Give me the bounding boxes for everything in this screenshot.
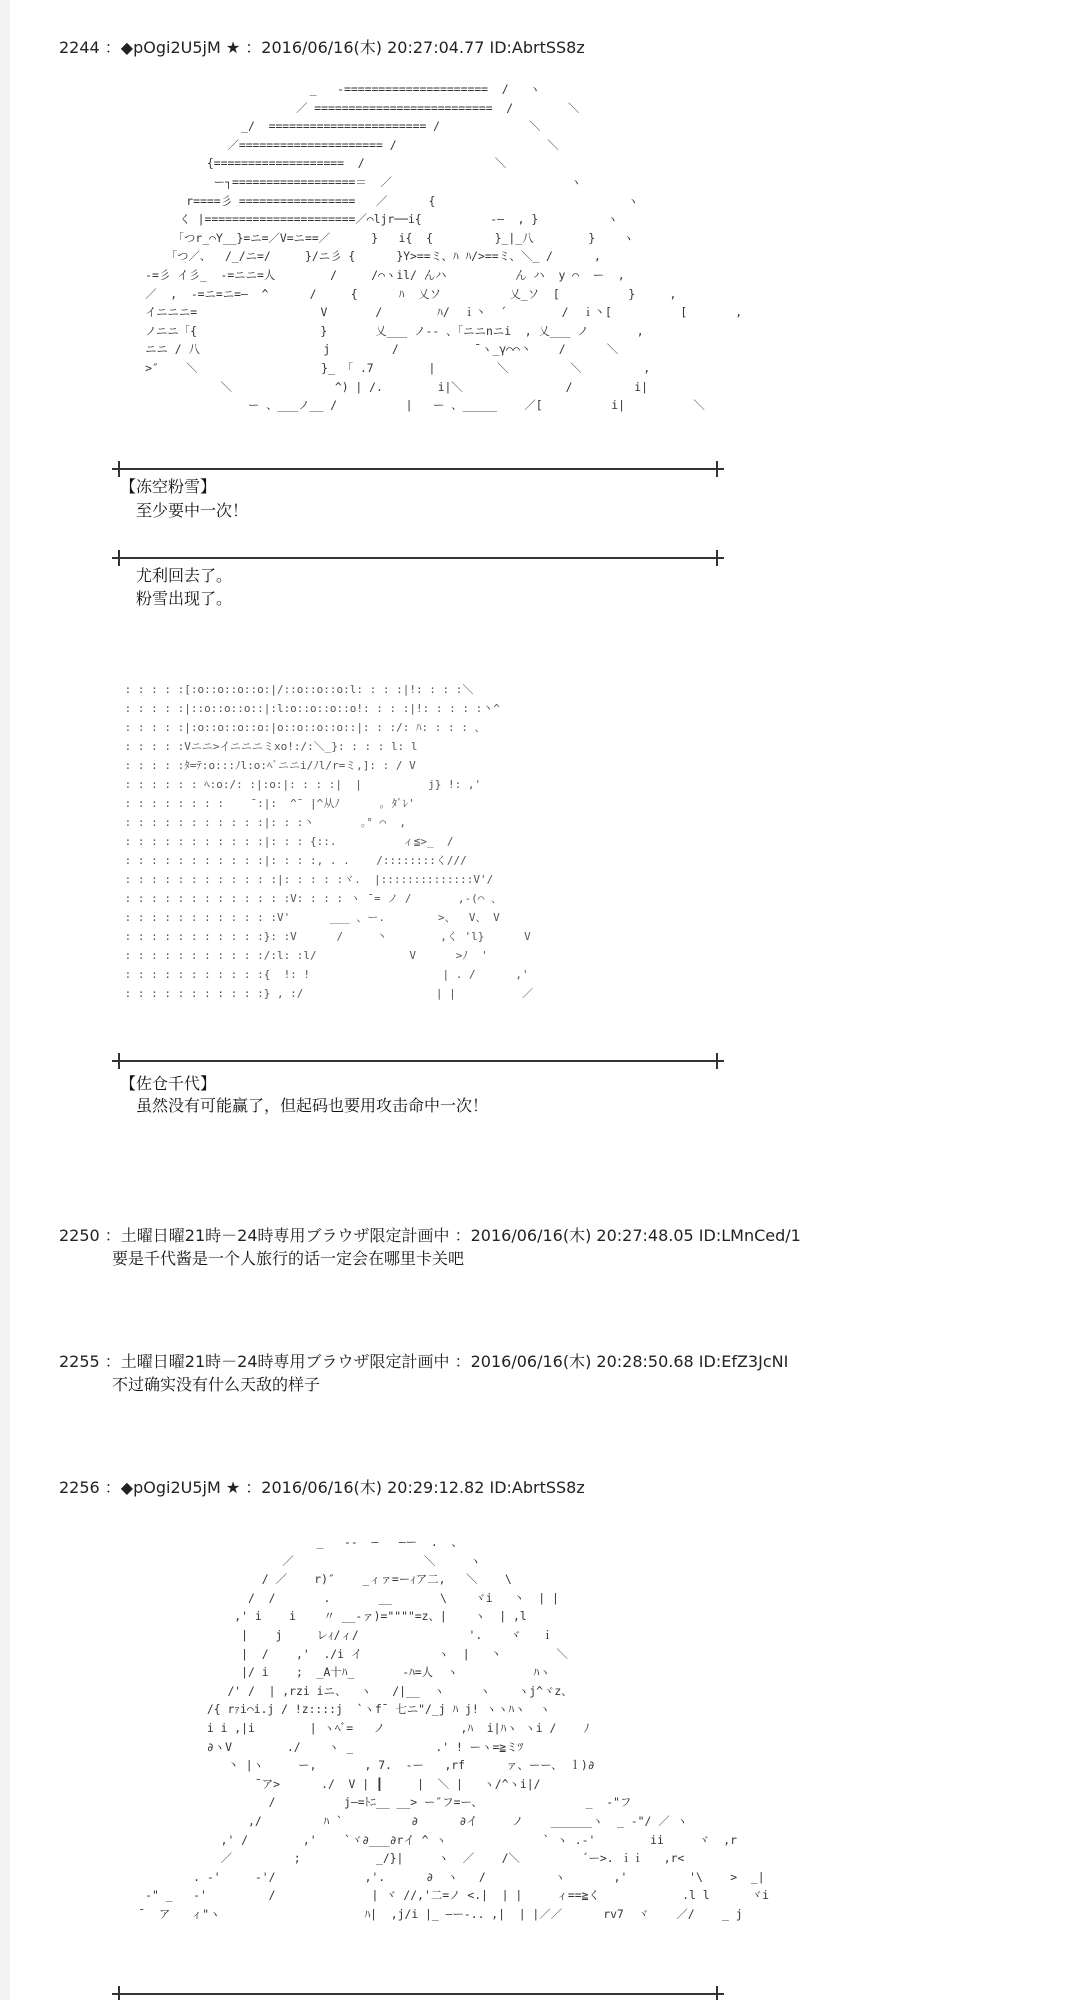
ascii-art-chiyo-2: _ -- ― ―ー . 、 ／ ＼ ヽ / ／ r)″ _ィァ=ーｨア二, ＼ \ / / . __ \ ヾi 丶 | | ,' i i 〃 __-ァ)=""""=z、| ヽ | ,l | j レｨ/ィ/ '. ヾ ｉ | / ,' ./i イ ヽ | 丶 ＼ |/ i ; _A十ﾊ_ -ﾊ=人 ヽ ﾊヽ /' / | ,rzi iニ、 ヽ /|__ ヽ ヽ ヽj^ヾz、 /{ rｧi⌒i.j / !z::::j `ヽf¯ 七ニ"/_j ﾊ j! ヽヽﾊヽ ヽ i i ,|i | ヽﾍﾞ= ノ ,ﾊ i|ﾊヽ ヽi / ﾉ ∂ヽV ./ ヽ _ .' ! ーヽ=≧ミﾂ 丶 |ヽ ー, , 7. -ー ,rf ァ、ーー、 ｌ)∂ ¯ア> ./ V | ┃ | ＼ | ヽ/^ヽi|/ / j―=ﾄﾆ__ __> ー″フ=ー、 _ -"フ ,/ ﾊ ` ∂ ∂イ ノ ______ヽ _ -"/ ／ ヽ ,' / ,' `ヾ∂___∂rイ ^ ヽ ` ヽ .-' ii ヾ ,r ／ ; _/}| ヽ ／ /＼ ´ー>. ｉｉ ,r< . -' -'/ ,'. ∂ ヽ / ヽ ,' '\ > _| -" _ -' / | ヾ //,'二=ノ <.| | | ィ==≧く .l l ヾi ¯ ア ィ"ヽ ﾊ| ,j/i |_ ―ー-.. ,| | |／／ rv7 ヾ ／/ _ j bbox=[138, 1535, 769, 1921]
speech-text-konayuki: 至少要中一次！ bbox=[136, 501, 249, 520]
post-body-2250: 要是千代酱是一个人旅行的话一定会在哪里卡关吧 bbox=[112, 1249, 465, 1268]
speaker-label-chiyo: 【佐仓千代】 bbox=[120, 1074, 217, 1093]
divider bbox=[112, 1993, 724, 1995]
narration-line: 粉雪出现了。 bbox=[136, 589, 233, 608]
speaker-label-konayuki: 【冻空粉雪】 bbox=[120, 477, 217, 496]
ascii-art-chiyo: : : : : :[:o::o::o::o:|/::o::o::o:l: : : :|!: : : :＼ : : : : :|::o::o::o::|:l:o::o::o::o!: : : :|!: : : : :丶^ : : : : :|:o::o::o::o:|o::o::o::o::|: : :/: ﾊ: : : : 、 : : : : :Vニニ>イニニニミxo!:/:＼_}: : : : l: l : : : : :ﾀ=ﾃ:o:::ﾉl:o:ﾍﾞニニi/ﾉl/r=ミ,]: : / V : : : : : : ﾍ:o:/: :|:o:|: : : :| | j} !: ,' : : : : : : : : ¯:|: ^¯ |^从ﾉ ｡ ﾀﾞﾚ' : : : : : : : : : : :|: : :丶 ｡° ⌒ , : : : : : : : : : : :|: : : {::. ィ≦>_ / : : : : : : : : : : :|: : : :, . . /::::::::く/// : : : : : : : : : : : :|: : : : :ヾ. |::::::::::::::V'/ : : : : : : : : : : : : :V: : : : ヽ ¯= ノ / ,-(⌒ 、 : : : : : : : : : : : :V' ___ 、ー. >、 V、 V : : : : : : : : : : :}: :V / 丶 ,く 'l} V : : : : : : : : : : :/:l: :l/ V >ﾉ ' : : : : : : : : : : :{ !: ! | . / ,' : : : : : : : : : : :} , :/ | | ／ bbox=[124, 683, 533, 1000]
post-header-2244: 2244 ：◆pOgi2U5jM ★ ：2016/06/16(木) 20:27:04.77 ID:AbrtSS8z bbox=[59, 38, 585, 57]
divider bbox=[112, 1060, 724, 1062]
left-margin-bar bbox=[0, 0, 10, 2000]
speech-text-chiyo: 虽然没有可能赢了，但起码也要用攻击命中一次！ bbox=[136, 1096, 489, 1115]
narration-line: 尤利回去了。 bbox=[136, 566, 233, 585]
post-header-2256: 2256 ：◆pOgi2U5jM ★ ：2016/06/16(木) 20:29:12.82 ID:AbrtSS8z bbox=[59, 1478, 585, 1497]
ascii-art-fuyuzora: _ -===================== / ヽ ／ ========================== / ＼ _/ ======================= / ＼ ／===================== / ＼ {=================== / ＼ ー┐==================＝ ／ ヽ r====彡 ================= ／ { ヽ く |======================／⌒ljr──i{ -― , } ヽ 「つr_⌒Y__}=ニ=／V=ニ==／ } i{ { }_|_八 } ヽ 「つ／、 /_/ニ=/ }/ニ彡 { }Y>==ミ、ﾊ ﾊ/>==ミ、＼_ / , -=彡 イ彡_ -=ニニ=人 / /⌒ヽil/ んハ ん ハ y ⌒ ー , ／ , -=ニ=ニ=― ^ / { ﾊ 乂ソ 乂_ソ [ } , イニニニ= V / ﾊ/ ｉ丶 ´ / ｉ丶[ [ , ノニニ「{ } 乂___ ノ-- 、「ニニnニi , 乂___ ノ , ニニ / 八 j / ¯ヽ_γ⌒⌒丶 / ＼ >″ ＼ }_ 「 .7 | ＼ ＼ , ＼ ^) | /. i|＼ / i| ー 、___ノ__ / | ー 、_____ ／[ i| ＼ bbox=[145, 82, 743, 413]
post-header-2250: 2250 ：土曜日曜21時－24時専用ブラウザ限定計画中 ：2016/06/16(木) 20:27:48.05 ID:LMnCed/1 bbox=[59, 1226, 801, 1245]
post-body-2255: 不过确实没有什么天敌的样子 bbox=[112, 1375, 321, 1394]
divider bbox=[112, 557, 724, 559]
post-header-2255: 2255 ：土曜日曜21時－24時専用ブラウザ限定計画中 ：2016/06/16(木) 20:28:50.68 ID:EfZ3JcNI bbox=[59, 1352, 789, 1371]
divider bbox=[112, 468, 724, 470]
